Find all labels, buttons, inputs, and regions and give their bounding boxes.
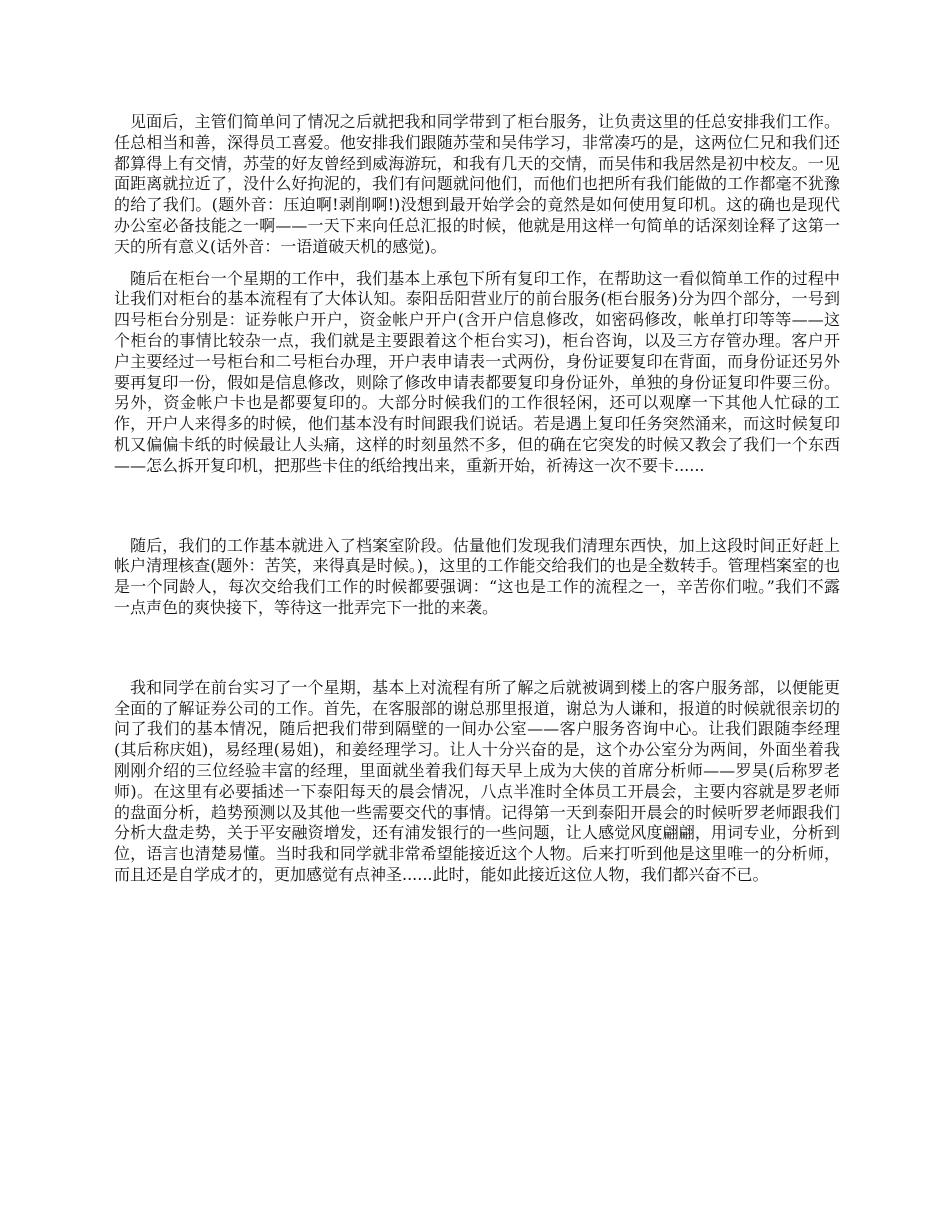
paragraph-arrival: 见面后，主管们简单问了情况之后就把我和同学带到了柜台服务，让负责这里的任总安排我们工作。任总相当和善，深得员工喜爱。他安排我们跟随苏莹和吴伟学习，非常凑巧的是，这两位仁兄和我们还都算得上有交情，苏莹的好友曾经到威海游玩，和我有几天的交情，而吴伟和我居然是初中校友。一见面距离就拉近了，没什么好拘泥的，我们有问题就问他们，而他们也把所有我们能做的工作都毫不犹豫的给了我们。(题外音：压迫啊!剥削啊!)没想到最开始学会的竟然是如何使用复印机。这的确也是现代办公室必备技能之一啊——一天下来向任总汇报的时候，他就是用这样一句简单的话深刻诠释了这第一天的所有意义(话外音：一语道破天机的感觉)。 [114, 112, 840, 256]
document-page [114, 112, 840, 886]
paragraph-customer-service: 我和同学在前台实习了一个星期，基本上对流程有所了解之后就被调到楼上的客户服务部，以便能更全面的了解证券公司的工作。首先，在客服部的谢总那里报道，谢总为人谦和，报道的时候就很亲切的问了我们的基本情况，随后把我们带到隔壁的一间办公室——客户服务咨询中心。让我们跟随李经理(其后称庆姐)，易经理(易姐)，和姜经理学习。让人十分兴奋的是，这个办公室分为两间，外面坐着我刚刚介绍的三位经验丰富的经理，里面就坐着我们每天早上成为大侠的首席分析师——罗昊(后称罗老师)。在这里有必要插述一下泰阳每天的晨会情况，八点半准时全体员工开晨会，主要内容就是罗老师的盘面分析，趋势预测以及其他一些需要交代的事情。记得第一天到泰阳开晨会的时候听罗老师跟我们分析大盘走势，关于平安融资增发，还有浦发银行的一些问题，让人感觉风度翩翩，用词专业，分析到位，语言也清楚易懂。当时我和同学就非常希望能接近这个人物。后来打听到他是这里唯一的分析师，而且还是自学成才的，更加感觉有点神圣......此时，能如此接近这位人物，我们都兴奋不已。 [114, 677, 840, 884]
paragraph-counter-service: 随后在柜台一个星期的工作中，我们基本上承包下所有复印工作，在帮助这一看似简单工作的过程中让我们对柜台的基本流程有了大体认知。泰阳岳阳营业厅的前台服务(柜台服务)分为四个部分，一号到四号柜台分别是：证券帐户开户，资金帐户开户(含开户信息修改，如密码修改，帐单打印等等——这个柜台的事情比较杂一点，我们就是主要跟着这个柜台实习)，柜台咨询，以及三方存管办理。客户开户主要经过一号柜台和二号柜台办理，开户表申请表一式两份，身份证要复印在背面，而身份证还另外要再复印一份，假如是信息修改，则除了修改申请表都要复印身份证外，单独的身份证复印件要三份。另外，资金帐户卡也是都要复印的。大部分时候我们的工作很轻闲，还可以观摩一下其他人忙碌的工作，开户人来得多的时候，他们基本没有时间跟我们说话。若是遇上复印任务突然涌来，而这时候复印机又偏偏卡纸的时候最让人头痛，这样的时刻虽然不多，但的确在它突发的时候又教会了我们一个东西——怎么拆开复印机，把那些卡住的纸给拽出来，重新开始，祈祷这一次不要卡...... [114, 268, 840, 475]
paragraph-archive-room: 随后，我们的工作基本就进入了档案室阶段。估量他们发现我们清理东西快，加上这段时间正好赶上帐户清理核查(题外：苦笑，来得真是时候。)，这里的工作能交给我们的也是全数转手。管理档案室的也是一个同龄人，每次交给我们工作的时候都要强调：“这也是工作的流程之一，辛苦你们啦。”我们不露一点声色的爽快接下，等待这一批弄完下一批的来袭。 [114, 535, 840, 617]
